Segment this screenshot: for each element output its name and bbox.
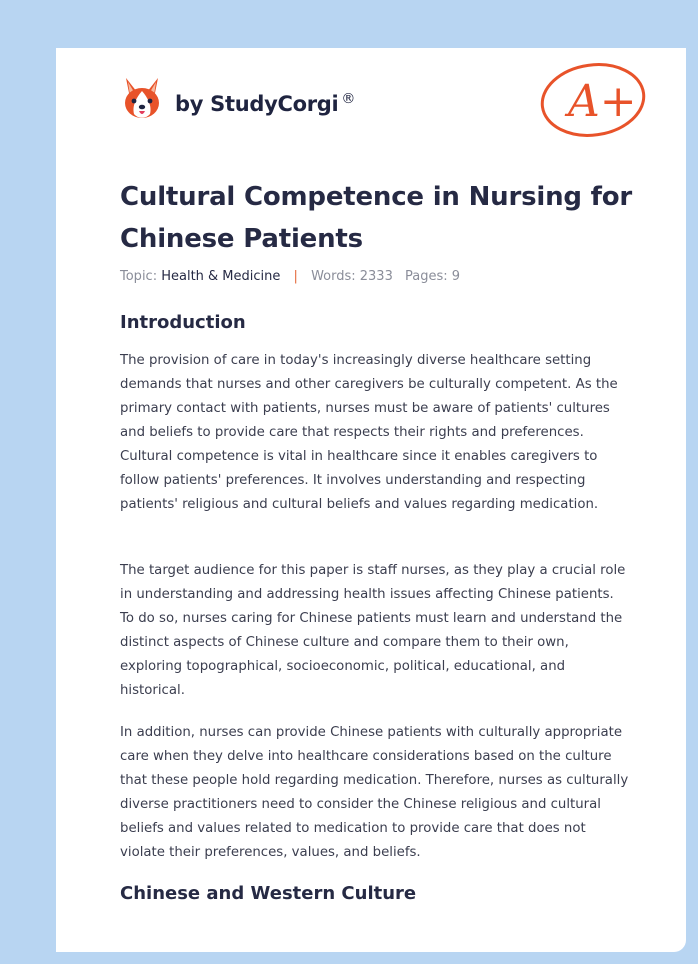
page-title: Cultural Competence in Nursing for Chinese Patients [120,182,633,254]
paragraph: In addition, nurses can provide Chinese patients with culturally appropriate care when they delve into healthcare considerations based on the culture that these people hold regarding medication. Therefore, nurses as culturally diverse practitioners need to consider the Chinese religious and cultural beliefs and values related to medication to provide care that does not violate their preferences, values, and beliefs. [120,725,629,860]
brand-name-text: by StudyCorgi [175,91,339,116]
brand-name [175,91,355,116]
paragraph: The provision of care in today's increasingly diverse healthcare setting demands that nurses and other caregivers be culturally competent. As the primary contact with patients, nurses must be aware of patients' cultures and beliefs to provide care that respects their rights and preferences. Cultural competence is vital in healthcare since it enables caregivers to follow patients' preferences. It involves understanding and respecting patients' religious and cultural beliefs and values regarding medication. [120,353,618,512]
grade-a-plus-badge [538,60,648,140]
section-heading-chinese-western-culture: Chinese and Western Culture [120,883,417,904]
topic-label: Topic: [120,269,158,284]
corgi-logo-icon [122,76,162,122]
paragraph: The target audience for this paper is staff nurses, as they play a crucial role in understanding and addressing health issues affecting Chinese patients. To do so, nurses caring for Chinese patients must learn and understand the distinct aspects of Chinese culture and compare them to their own, exploring topographical, socioeconomic, political, educational, and historical. [120,563,626,698]
registered-mark: ® [341,90,356,107]
document-card [56,48,686,952]
page-count: Pages: 9 [405,269,461,284]
topic-link[interactable]: Health & Medicine [161,269,281,284]
word-count: Words: 2333 [311,269,393,284]
document-meta [120,269,460,284]
meta-separator: | [293,269,298,284]
grade-letter: A+ [568,76,637,127]
section-heading-introduction: Introduction [120,312,246,333]
brand-logo[interactable] [122,76,355,122]
